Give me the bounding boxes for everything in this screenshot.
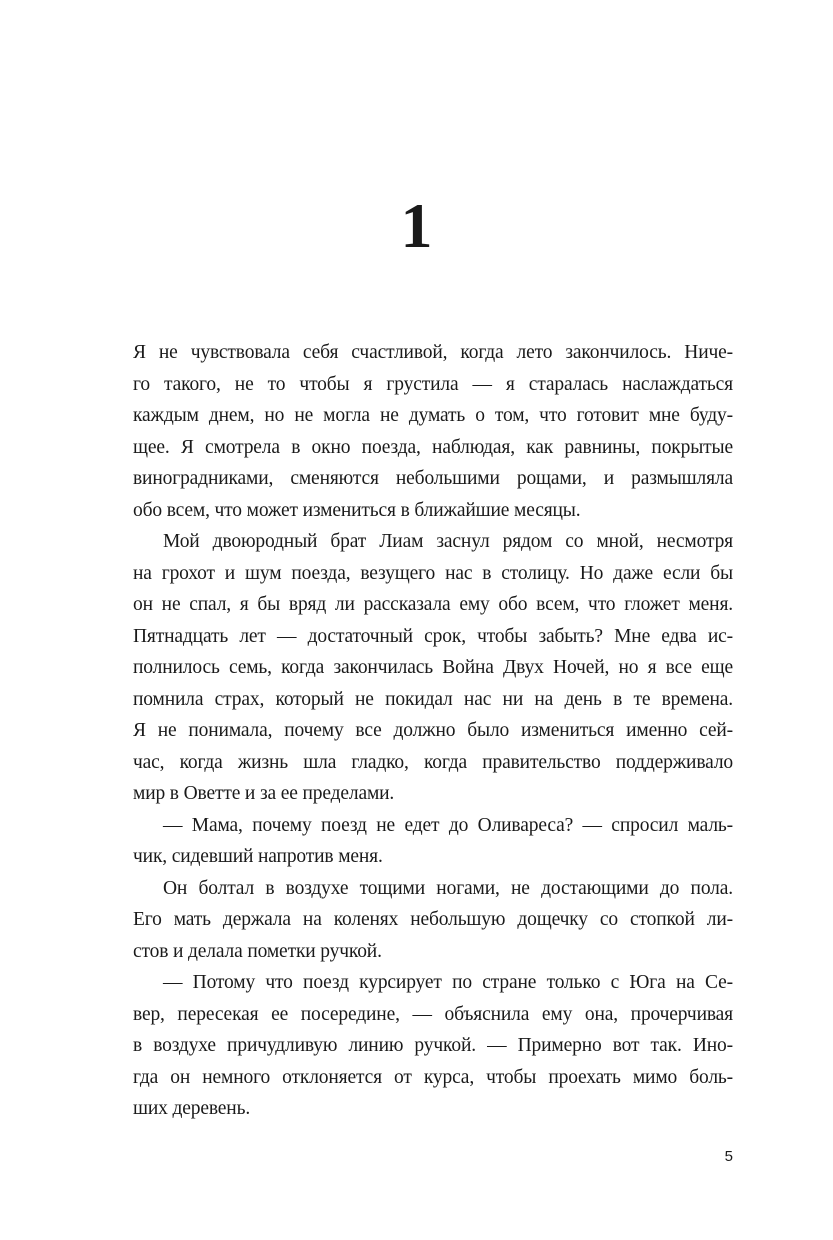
- text-line: он не спал, я бы вряд ли рассказала ему обо всем, что гложет меня.: [133, 594, 733, 615]
- text-line: го такого, не то чтобы я грустила — я старалась наслаждаться: [133, 373, 733, 395]
- paragraph-1: [133, 337, 733, 526]
- text-line: Я не чувствовала себя счастливой, когда лето закончилось. Ниче-: [133, 342, 733, 363]
- text-line: — Потому что поезд курсирует по стране только с Юга на Се-: [163, 972, 733, 993]
- text-line: полнилось семь, когда закончилась Война Двух Ночей, но я все еще: [133, 657, 733, 678]
- chapter-number: 1: [400, 190, 433, 261]
- text-line: Его мать держала на коленях небольшую дощечку со стопкой ли-: [133, 909, 733, 930]
- text-line: чик, сидевший напротив меня.: [133, 846, 383, 867]
- text-line: на грохот и шум поезда, везущего нас в столицу. Но даже если бы: [133, 562, 733, 584]
- paragraph-4: [133, 873, 733, 968]
- text-line: Мой двоюродный брат Лиам заснул рядом со мной, несмотря: [163, 531, 733, 552]
- text-line: в воздухе причудливую линию ручкой. — Примерно вот так. Ино-: [133, 1035, 733, 1056]
- text-line: вер, пересекая ее посередине, — объяснила ему она, прочерчивая: [133, 1003, 733, 1025]
- text-line: Я не понимала, почему все должно было измениться именно сей-: [133, 720, 733, 741]
- text-line: стов и делала пометки ручкой.: [133, 940, 382, 962]
- text-line: гда он немного отклоняется от курса, чтобы проехать мимо боль-: [133, 1066, 733, 1088]
- paragraph-3: [133, 810, 733, 873]
- text-line: щее. Я смотрела в окно поезда, наблюдая, как равнины, покрытые: [133, 436, 733, 458]
- page-number: 5: [724, 1148, 733, 1165]
- text-line: каждым днем, но не могла не думать о том, что готовит мне буду-: [133, 405, 733, 426]
- paragraph-2: [133, 526, 733, 810]
- chapter-body: [133, 337, 733, 1125]
- text-line: мир в Оветте и за ее пределами.: [133, 783, 395, 804]
- paragraph-5: [133, 967, 733, 1125]
- text-line: обо всем, что может измениться в ближайшие месяцы.: [133, 499, 581, 521]
- text-line: — Мама, почему поезд не едет до Оливареса? — спросил маль-: [163, 814, 733, 836]
- text-line: виноградниками, сменяются небольшими рощами, и размышляла: [133, 468, 733, 489]
- text-line: ших деревень.: [133, 1098, 251, 1119]
- text-line: Пятнадцать лет — достаточный срок, чтобы забыть? Мне едва ис-: [133, 625, 733, 647]
- text-line: Он болтал в воздухе тощими ногами, не достающими до пола.: [163, 877, 733, 899]
- text-line: час, когда жизнь шла гладко, когда правительство поддерживало: [133, 751, 733, 773]
- text-line: помнила страх, который не покидал нас ни на день в те времена.: [133, 688, 733, 710]
